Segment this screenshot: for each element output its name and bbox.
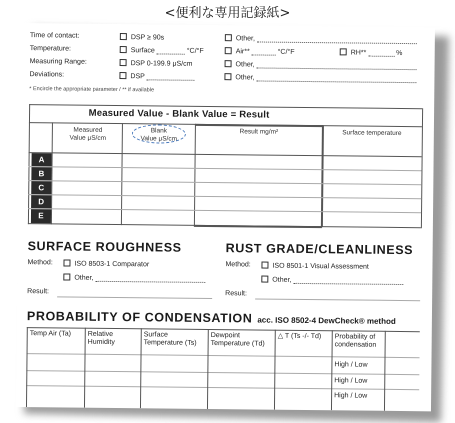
dsp-range-option[interactable]	[120, 59, 193, 68]
checkbox-icon[interactable]	[63, 273, 70, 280]
delta-t-header: △ T (Ts -/- Td)	[277, 332, 322, 341]
surface-temp-label: Surface	[130, 47, 155, 55]
time-other-line[interactable]	[257, 35, 417, 44]
air-temp-label: Air**	[235, 48, 250, 56]
temp-air-header: Temp Air (Ta)	[29, 330, 72, 338]
probability-row-1[interactable]: High / Low	[334, 361, 368, 369]
air-temp-option[interactable]	[225, 47, 295, 56]
highlight-circle	[132, 124, 186, 144]
time-other-option[interactable]	[225, 34, 417, 44]
checkbox-icon[interactable]	[340, 48, 347, 55]
iso8501-label: ISO 8501-1 Visual Assessment	[272, 262, 369, 271]
row-d-letter: D	[31, 195, 51, 208]
deviation-other-option[interactable]	[224, 73, 416, 83]
dsp-deviation-option[interactable]	[119, 72, 194, 81]
range-other-line[interactable]	[257, 61, 417, 70]
rust-other-label: Other,	[272, 276, 292, 284]
checkbox-icon[interactable]	[261, 262, 268, 269]
checkbox-icon[interactable]	[120, 33, 127, 40]
page-heading: <便利な専用記録紙>	[164, 6, 291, 21]
relative-humidity-header: Relative Humidity	[87, 330, 115, 347]
range-other-option[interactable]	[225, 60, 417, 70]
blank-value-header-text: Blank Value μS/cm	[140, 127, 178, 143]
surface-result-label: Result:	[27, 288, 50, 296]
measured-value-header	[54, 126, 122, 143]
checkbox-icon[interactable]	[119, 72, 126, 79]
time-other-label: Other,	[235, 35, 255, 43]
probability-row-3[interactable]: High / Low	[334, 392, 368, 400]
checkbox-icon[interactable]	[261, 276, 268, 283]
condensation-title	[27, 309, 396, 327]
dsp90-option[interactable]	[120, 33, 164, 41]
row-a-letter: A	[32, 153, 52, 166]
surface-temperature-header: Surface temperature	[342, 129, 402, 138]
deviations-label: Deviations:	[29, 71, 65, 79]
footnote: * Encircle the appropriate parameter / ** if available	[29, 86, 155, 94]
dsp-range-label: DSP 0-199.9 μS/cm	[130, 60, 193, 68]
rust-result-label: Result:	[225, 290, 248, 298]
rust-grade-title: RUST GRADE/CLEANLINESS	[225, 241, 414, 258]
probability-header: Probability of condensation	[334, 333, 377, 349]
checkbox-icon[interactable]	[120, 46, 127, 53]
condensation-title-text: PROBABILITY OF CONDENSATION	[26, 309, 253, 326]
row-e-letter: E	[31, 209, 51, 223]
range-other-label: Other,	[235, 61, 255, 69]
surface-temperature-ts-header: Surface Temperature (Ts)	[143, 331, 197, 347]
row-b-letter: B	[31, 167, 51, 180]
condensation-method-text: acc. ISO 8502-4 DewCheck® method	[257, 315, 396, 326]
checkbox-icon[interactable]	[63, 259, 70, 266]
measured-value-header-text: Measured Value μS/cm	[69, 126, 107, 142]
rh-unit: %	[396, 49, 403, 58]
air-temp-unit: °C/°F	[277, 48, 295, 56]
air-temp-line[interactable]	[252, 48, 276, 55]
deviation-other-label: Other,	[235, 74, 255, 82]
rh-option[interactable]	[340, 48, 403, 57]
iso8503-option[interactable]	[63, 259, 149, 268]
rh-label: RH**	[350, 49, 367, 57]
surface-other-option[interactable]	[63, 273, 205, 282]
record-sheet	[16, 23, 435, 411]
dsp90-label: DSP ≥ 90s	[130, 34, 165, 42]
iso8503-label: ISO 8503-1 Comparator	[74, 260, 150, 269]
dewpoint-header: Dewpoint Temperature (Td)	[210, 332, 265, 348]
parameters-block	[20, 23, 435, 94]
probability-row-2[interactable]: High / Low	[334, 377, 368, 385]
time-of-contact-label: Time of contact:	[29, 32, 80, 40]
checkbox-icon[interactable]	[225, 60, 232, 67]
row-c-letter: C	[31, 181, 51, 194]
surface-roughness-title: SURFACE ROUGHNESS	[27, 239, 182, 255]
measuring-range-label: Measuring Range:	[29, 58, 87, 66]
rust-other-line[interactable]	[293, 277, 403, 285]
rust-result-line[interactable]	[255, 298, 420, 301]
checkbox-icon[interactable]	[120, 59, 127, 66]
formula-title: Measured Value - Blank Value = Result	[88, 107, 270, 121]
dsp-deviation-label: DSP	[130, 73, 145, 81]
surface-other-line[interactable]	[95, 275, 205, 283]
deviation-other-line[interactable]	[256, 74, 416, 83]
checkbox-icon[interactable]	[225, 34, 232, 41]
temperature-label: Temperature:	[29, 45, 72, 53]
surface-result-line[interactable]	[57, 296, 212, 299]
checkbox-icon[interactable]	[225, 47, 232, 54]
surface-other-label: Other,	[74, 274, 94, 282]
result-header: Result mg/m²	[239, 128, 279, 136]
surface-method-label: Method:	[27, 259, 53, 267]
surface-temp-option[interactable]	[120, 46, 204, 55]
checkbox-icon[interactable]	[224, 73, 231, 80]
surface-temp-unit: °C/°F	[186, 47, 204, 55]
iso8501-option[interactable]	[261, 262, 368, 271]
dsp-deviation-line[interactable]	[147, 73, 195, 81]
rust-other-option[interactable]	[261, 276, 403, 285]
rust-method-label: Method:	[225, 261, 251, 269]
rh-line[interactable]	[368, 50, 394, 57]
surface-temp-line[interactable]	[157, 47, 185, 54]
